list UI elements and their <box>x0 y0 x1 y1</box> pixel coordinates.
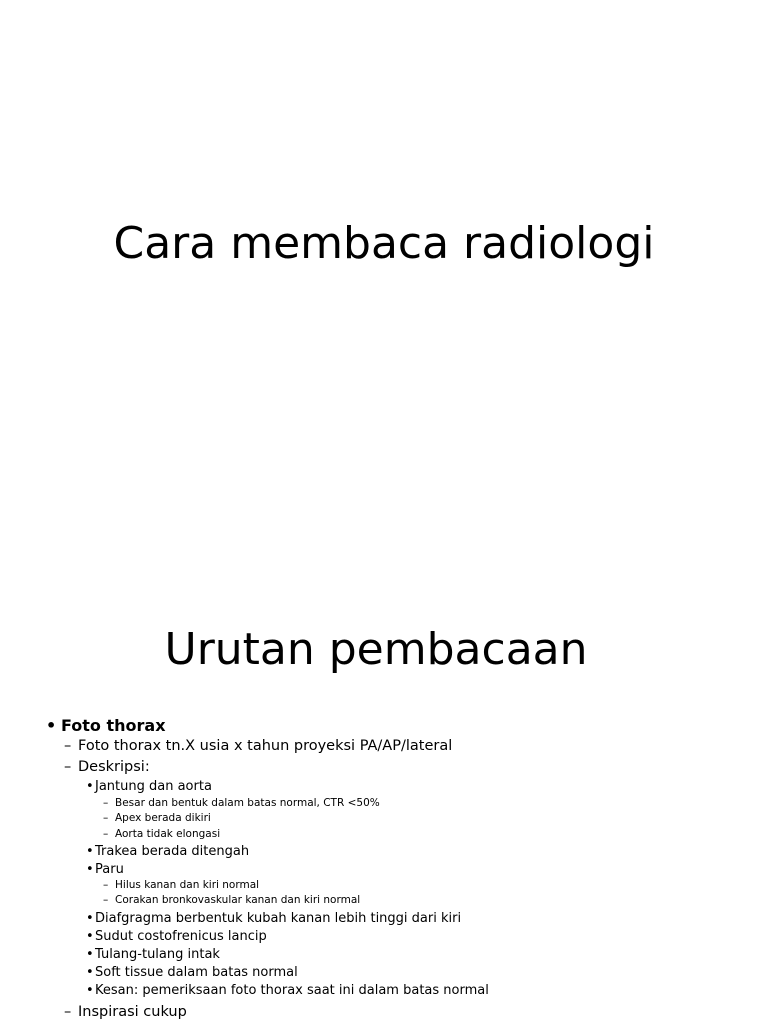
slide-title: Cara membaca radiologi <box>113 218 655 269</box>
bullet-marker: – <box>64 759 72 775</box>
list-item-text: Kesan: pemeriksaan foto thorax saat ini dalam batas normal <box>95 983 489 998</box>
bullet-marker: • <box>86 844 94 859</box>
list-item <box>103 894 360 906</box>
bullet-marker: • <box>86 862 94 877</box>
list-item-text: Aorta tidak elongasi <box>115 828 221 840</box>
list-item <box>46 716 166 735</box>
bullet-marker: – <box>64 738 72 754</box>
list-item <box>103 828 220 840</box>
list-item <box>86 911 461 926</box>
bullet-marker: • <box>86 965 94 980</box>
list-item <box>64 759 150 775</box>
list-item <box>103 879 259 891</box>
list-item-text: Corakan bronkovaskular kanan dan kiri normal <box>115 894 361 906</box>
list-item-text: Paru <box>95 862 124 877</box>
bullet-marker: • <box>86 911 94 926</box>
bullet-marker: – <box>103 879 109 891</box>
list-item <box>86 983 489 998</box>
bullet-marker: • <box>86 929 94 944</box>
list-item-text: Jantung dan aorta <box>95 779 212 794</box>
list-item <box>86 929 267 944</box>
bullet-marker: – <box>103 797 109 809</box>
list-item <box>103 797 380 809</box>
list-item-text: Apex berada dikiri <box>115 812 211 824</box>
list-item-text: Foto thorax tn.X usia x tahun proyeksi PA/AP/lateral <box>78 738 453 754</box>
list-item <box>86 947 220 962</box>
bullet-marker: – <box>64 1004 72 1020</box>
list-item-text: Diafgragma berbentuk kubah kanan lebih tinggi dari kiri <box>95 911 462 926</box>
list-item-text: Soft tissue dalam batas normal <box>95 965 298 980</box>
list-item <box>64 1004 187 1020</box>
bullet-marker: • <box>86 983 94 998</box>
list-item-text: Trakea berada ditengah <box>95 844 250 859</box>
list-item <box>86 965 298 980</box>
list-item-text: Deskripsi: <box>78 759 150 775</box>
bullet-marker: • <box>86 779 94 794</box>
bullet-marker: • <box>46 716 57 735</box>
list-item-text: Hilus kanan dan kiri normal <box>115 879 260 891</box>
bullet-marker: – <box>103 812 109 824</box>
list-item <box>86 844 249 859</box>
list-item-text: Foto thorax <box>61 716 166 735</box>
bullet-marker: • <box>86 947 94 962</box>
list-item <box>64 738 452 754</box>
list-item-text: Sudut costofrenicus lancip <box>95 929 267 944</box>
list-item <box>86 779 212 794</box>
list-item <box>86 862 124 877</box>
bullet-marker: – <box>103 828 109 840</box>
list-item-text: Besar dan bentuk dalam batas normal, CTR <50% <box>115 797 380 809</box>
list-item <box>103 812 211 824</box>
bullet-marker: – <box>103 894 109 906</box>
slide-title: Urutan pembacaan <box>164 624 588 675</box>
list-item-text: Inspirasi cukup <box>78 1004 187 1020</box>
slide-2 <box>0 576 768 1024</box>
list-item-text: Tulang-tulang intak <box>95 947 220 962</box>
